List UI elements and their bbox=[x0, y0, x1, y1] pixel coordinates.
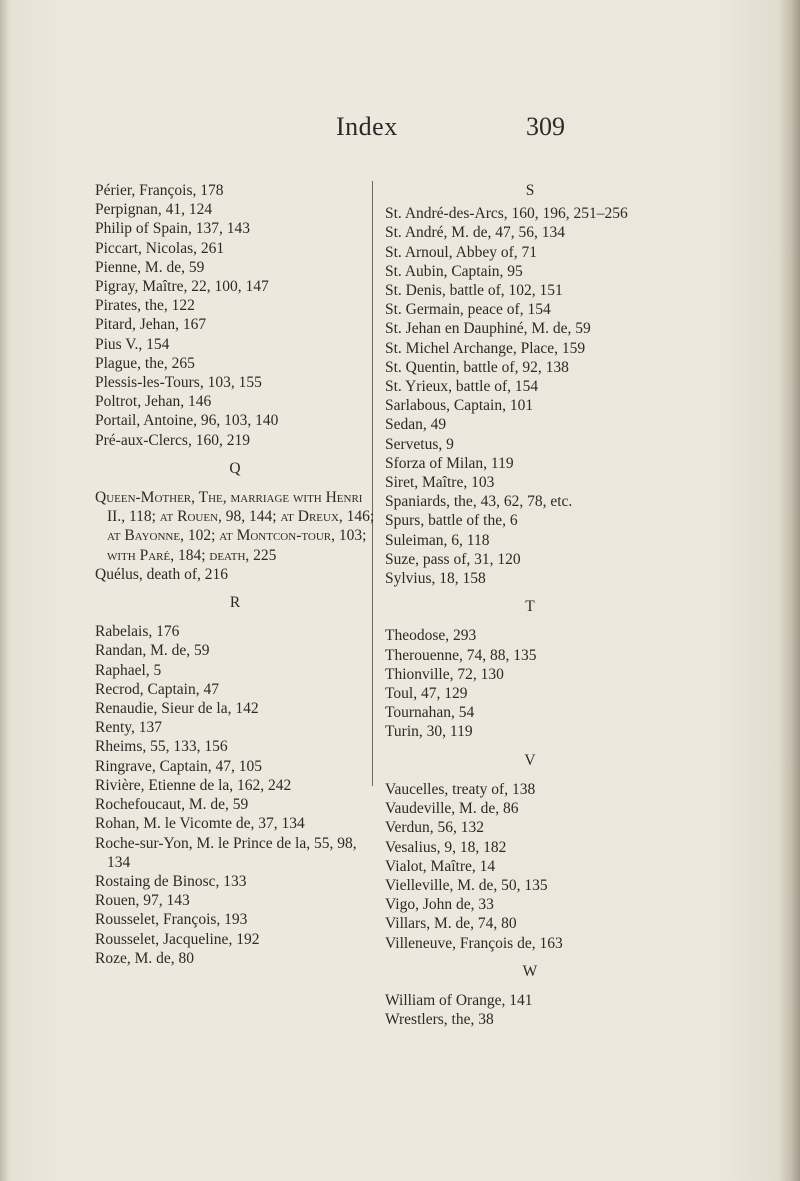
index-entry: Suze, pass of, 31, 120 bbox=[385, 550, 521, 568]
index-column-left bbox=[95, 181, 375, 968]
index-entry: Périer, François, 178 bbox=[95, 182, 224, 199]
index-entry: Pienne, M. de, 59 bbox=[95, 258, 205, 276]
section-letter-t: T bbox=[525, 598, 535, 616]
index-entry: St. Michel Archange, Place, 159 bbox=[385, 339, 586, 357]
index-entry: Renaudie, Sieur de la, 142 bbox=[95, 700, 259, 718]
index-entry: Recrod, Captain, 47 bbox=[95, 680, 219, 698]
index-entry: Toul, 47, 129 bbox=[385, 685, 468, 703]
index-entry: Roze, M. de, 80 bbox=[95, 949, 195, 967]
index-entry: William of Orange, 141 bbox=[385, 991, 533, 1009]
index-entry: Sforza of Milan, 119 bbox=[385, 454, 514, 472]
index-column-right bbox=[385, 181, 675, 1029]
index-entry: Perpignan, 41, 124 bbox=[95, 201, 213, 219]
index-entry: Vaudeville, M. de, 86 bbox=[385, 800, 519, 818]
index-entry: Rousselet, François, 193 bbox=[95, 911, 248, 929]
index-entry: Pitard, Jehan, 167 bbox=[95, 316, 207, 334]
section-letter-s: S bbox=[525, 182, 535, 199]
index-entry: Pirates, the, 122 bbox=[95, 297, 195, 315]
index-entry: Pré-aux-Clercs, 160, 219 bbox=[95, 431, 250, 449]
index-entry: St. André, M. de, 47, 56, 134 bbox=[385, 224, 565, 242]
index-entry: Plague, the, 265 bbox=[95, 354, 195, 372]
index-entry: Wrestlers, the, 38 bbox=[385, 1011, 494, 1029]
index-entry: Renty, 137 bbox=[95, 719, 163, 737]
section-v bbox=[385, 780, 675, 953]
page-number: 309 bbox=[526, 112, 565, 141]
index-entry: Suleiman, 6, 118 bbox=[385, 531, 490, 549]
index-entry: Vesalius, 9, 18, 182 bbox=[385, 838, 507, 856]
index-entry: Vialot, Maître, 14 bbox=[385, 857, 496, 875]
index-entry: Rochefoucaut, M. de, 59 bbox=[95, 796, 249, 814]
index-entry: Vielleville, M. de, 50, 135 bbox=[385, 876, 548, 894]
index-entry: Pius V., 154 bbox=[95, 335, 170, 353]
index-entry: Turin, 30, 119 bbox=[385, 723, 473, 741]
index-entry: Rousselet, Jacqueline, 192 bbox=[95, 930, 260, 948]
index-entry: Verdun, 56, 132 bbox=[385, 819, 485, 837]
index-entry: St. Germain, peace of, 154 bbox=[385, 301, 551, 319]
index-entry: Randan, M. de, 59 bbox=[95, 642, 210, 660]
index-entry: Theodose, 293 bbox=[385, 627, 477, 645]
section-s bbox=[385, 204, 675, 588]
section-letter-q: Q bbox=[229, 459, 241, 477]
index-entry: Roche-sur-Yon, M. le Prince de la, 55, 98, 134 bbox=[95, 834, 357, 871]
index-entry: Spurs, battle of the, 6 bbox=[385, 512, 518, 530]
index-entry: Rheims, 55, 133, 156 bbox=[95, 738, 228, 756]
index-entry: St. André-des-Arcs, 160, 196, 251–256 bbox=[385, 205, 628, 223]
index-entry: Ringrave, Captain, 47, 105 bbox=[95, 757, 263, 775]
index-entry: Pigray, Maître, 22, 100, 147 bbox=[95, 278, 269, 296]
index-entry: Siret, Maître, 103 bbox=[385, 474, 495, 492]
index-entry: Thionville, 72, 130 bbox=[385, 665, 504, 683]
page-shadow-left bbox=[0, 0, 10, 1181]
index-entry: St. Denis, battle of, 102, 151 bbox=[385, 282, 563, 300]
index-entry: Plessis-les-Tours, 103, 155 bbox=[95, 374, 262, 392]
index-entry: Tournahan, 54 bbox=[385, 704, 475, 722]
page-shadow-right bbox=[778, 0, 800, 1181]
index-entry: Portail, Antoine, 96, 103, 140 bbox=[95, 412, 279, 430]
index-entry: St. Aubin, Captain, 95 bbox=[385, 262, 523, 280]
index-entry: St. Jehan en Dauphiné, M. de, 59 bbox=[385, 320, 591, 338]
section-letter-r: R bbox=[229, 594, 241, 612]
index-entry: Rouen, 97, 143 bbox=[95, 892, 190, 910]
index-entry: Spaniards, the, 43, 62, 78, etc. bbox=[385, 493, 573, 511]
index-entry: Quélus, death of, 216 bbox=[95, 565, 229, 583]
index-entry: Poltrot, Jehan, 146 bbox=[95, 393, 212, 411]
index-entry: Villeneuve, François de, 163 bbox=[385, 934, 563, 952]
section-letter-v: V bbox=[524, 751, 536, 769]
section-r bbox=[95, 622, 375, 968]
index-entry: Sarlabous, Captain, 101 bbox=[385, 397, 534, 415]
index-entry: Sedan, 49 bbox=[385, 416, 447, 434]
index-entry: St. Quentin, battle of, 92, 138 bbox=[385, 358, 569, 376]
section-p bbox=[95, 181, 375, 450]
index-entry: St. Yrieux, battle of, 154 bbox=[385, 378, 539, 396]
index-entry: Rabelais, 176 bbox=[95, 623, 180, 641]
section-q bbox=[95, 488, 375, 584]
section-t bbox=[385, 626, 675, 741]
index-entry: Sylvius, 18, 158 bbox=[385, 570, 486, 588]
index-entry: Rohan, M. le Vicomte de, 37, 134 bbox=[95, 815, 305, 833]
index-entry: Therouenne, 74, 88, 135 bbox=[385, 646, 537, 664]
index-entry: Queen-Mother, The, marriage with Henri II., 118; at Rouen, 98, 144; at Dreux, 146; at Bayonne, 102; at Montcon-tour, 103; with Paré, 184; death, 225 bbox=[95, 489, 375, 564]
index-entry: Piccart, Nicolas, 261 bbox=[95, 239, 225, 257]
index-entry: St. Arnoul, Abbey of, 71 bbox=[385, 243, 537, 261]
index-entry: Philip of Spain, 137, 143 bbox=[95, 220, 251, 238]
index-entry: Vigo, John de, 33 bbox=[385, 896, 494, 914]
index-entry: Vaucelles, treaty of, 138 bbox=[385, 780, 536, 798]
index-entry: Villars, M. de, 74, 80 bbox=[385, 915, 517, 933]
index-entry: Rivière, Etienne de la, 162, 242 bbox=[95, 776, 292, 794]
page-title: Index bbox=[336, 112, 398, 141]
index-entry: Rostaing de Binosc, 133 bbox=[95, 872, 247, 890]
section-letter-w: W bbox=[522, 962, 538, 980]
section-w bbox=[385, 991, 675, 1029]
index-entry: Raphael, 5 bbox=[95, 661, 162, 679]
index-entry: Servetus, 9 bbox=[385, 435, 454, 453]
